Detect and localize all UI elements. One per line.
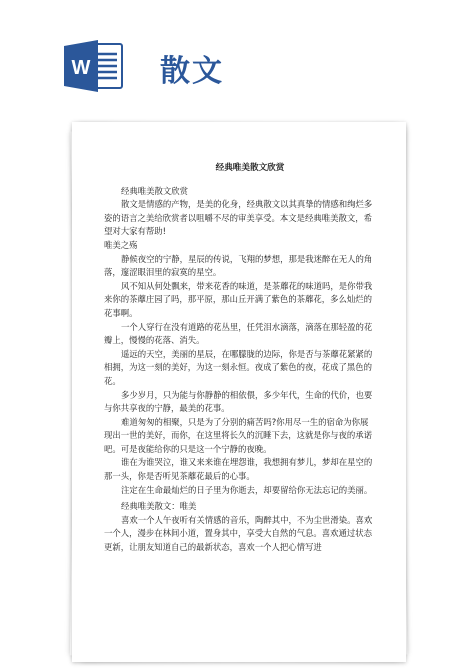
paragraph: 唯美之殇 <box>104 239 138 250</box>
paragraph: 经典唯美散文：唯美 <box>121 501 197 512</box>
paragraph: 谁在为谁哭泣，谁又来来谁在埋怨谁，我想拥有梦儿，梦却在星空的那一头，你是否听见茶蘼花最后的心事。 <box>104 457 373 482</box>
paragraph: 经典唯美散文欣赏 <box>121 185 188 196</box>
paragraph: 喜欢一个人午夜听有关情感的音乐，陶醉其中，不为尘世滑染。喜欢一个人，漫步在林间小道，置身其中，享受大自然的气息。喜欢通过状态更新，让朋友知道自己的最新状态，喜欢一个人把心情写进 <box>104 514 373 553</box>
paragraph: 静候夜空的宁静，星辰的传说，飞翔的梦想，那是我迷醉在无人的角落，邃涩眼泪里的寂寞的星空。 <box>104 253 373 278</box>
paragraph: 风不知从何处飘来，带来花香的味道，是茶蘼花的味道吗，是你带我来你的茶蘼庄园了吗，那平原，那山丘开满了紫色的茶蘼花，多么灿烂的花事啊。 <box>104 280 373 318</box>
document-body <box>104 162 376 555</box>
header <box>0 0 474 120</box>
word-logo-letter: W <box>71 57 91 79</box>
paragraph: 散文是情感的产物，是美的化身，经典散文以其真挚的情感和绚烂多姿的语言之美给欣赏者以咀嚼不尽的审美享受。本文是经典唯美散文，希望对大家有帮助! <box>104 199 373 237</box>
paragraph: 遥远的天空，美丽的星辰，在哪朦胧的边际，你是否与茶蘼花紧紧的相拥，为这一刻的美好，为这一刻永恒。夜成了紫色的夜，花成了黑色的花。 <box>104 348 373 386</box>
page-title: 散文 <box>160 54 224 89</box>
paragraph: 难道匆匆的相聚，只是为了分别的痛苦吗?你用尽一生的宿命为你展现出一世的美好，而你，在这里将长久的沉睡下去，这就是你与夜的承诺吧。可是夜能给你的只是这一个宁静的夜晚。 <box>104 416 372 454</box>
word-document-icon <box>62 38 124 94</box>
paragraph: 一个人穿行在没有道路的花丛里，任凭泪水滴落，滴落在那轻盈的花瓣上，慢慢的花落、消失。 <box>104 321 373 346</box>
paragraph: 注定在生命最灿烂的日子里为你逝去，却要留给你无法忘记的美丽。 <box>121 484 373 495</box>
paragraph: 多少岁月，只为能与你静静的相依偎，多少年代，生命的代价，也要与你共享夜的宁静，最美的花事。 <box>104 389 373 414</box>
paragraph-list <box>104 185 376 555</box>
document-title: 经典唯美散文欣赏 <box>215 163 285 173</box>
